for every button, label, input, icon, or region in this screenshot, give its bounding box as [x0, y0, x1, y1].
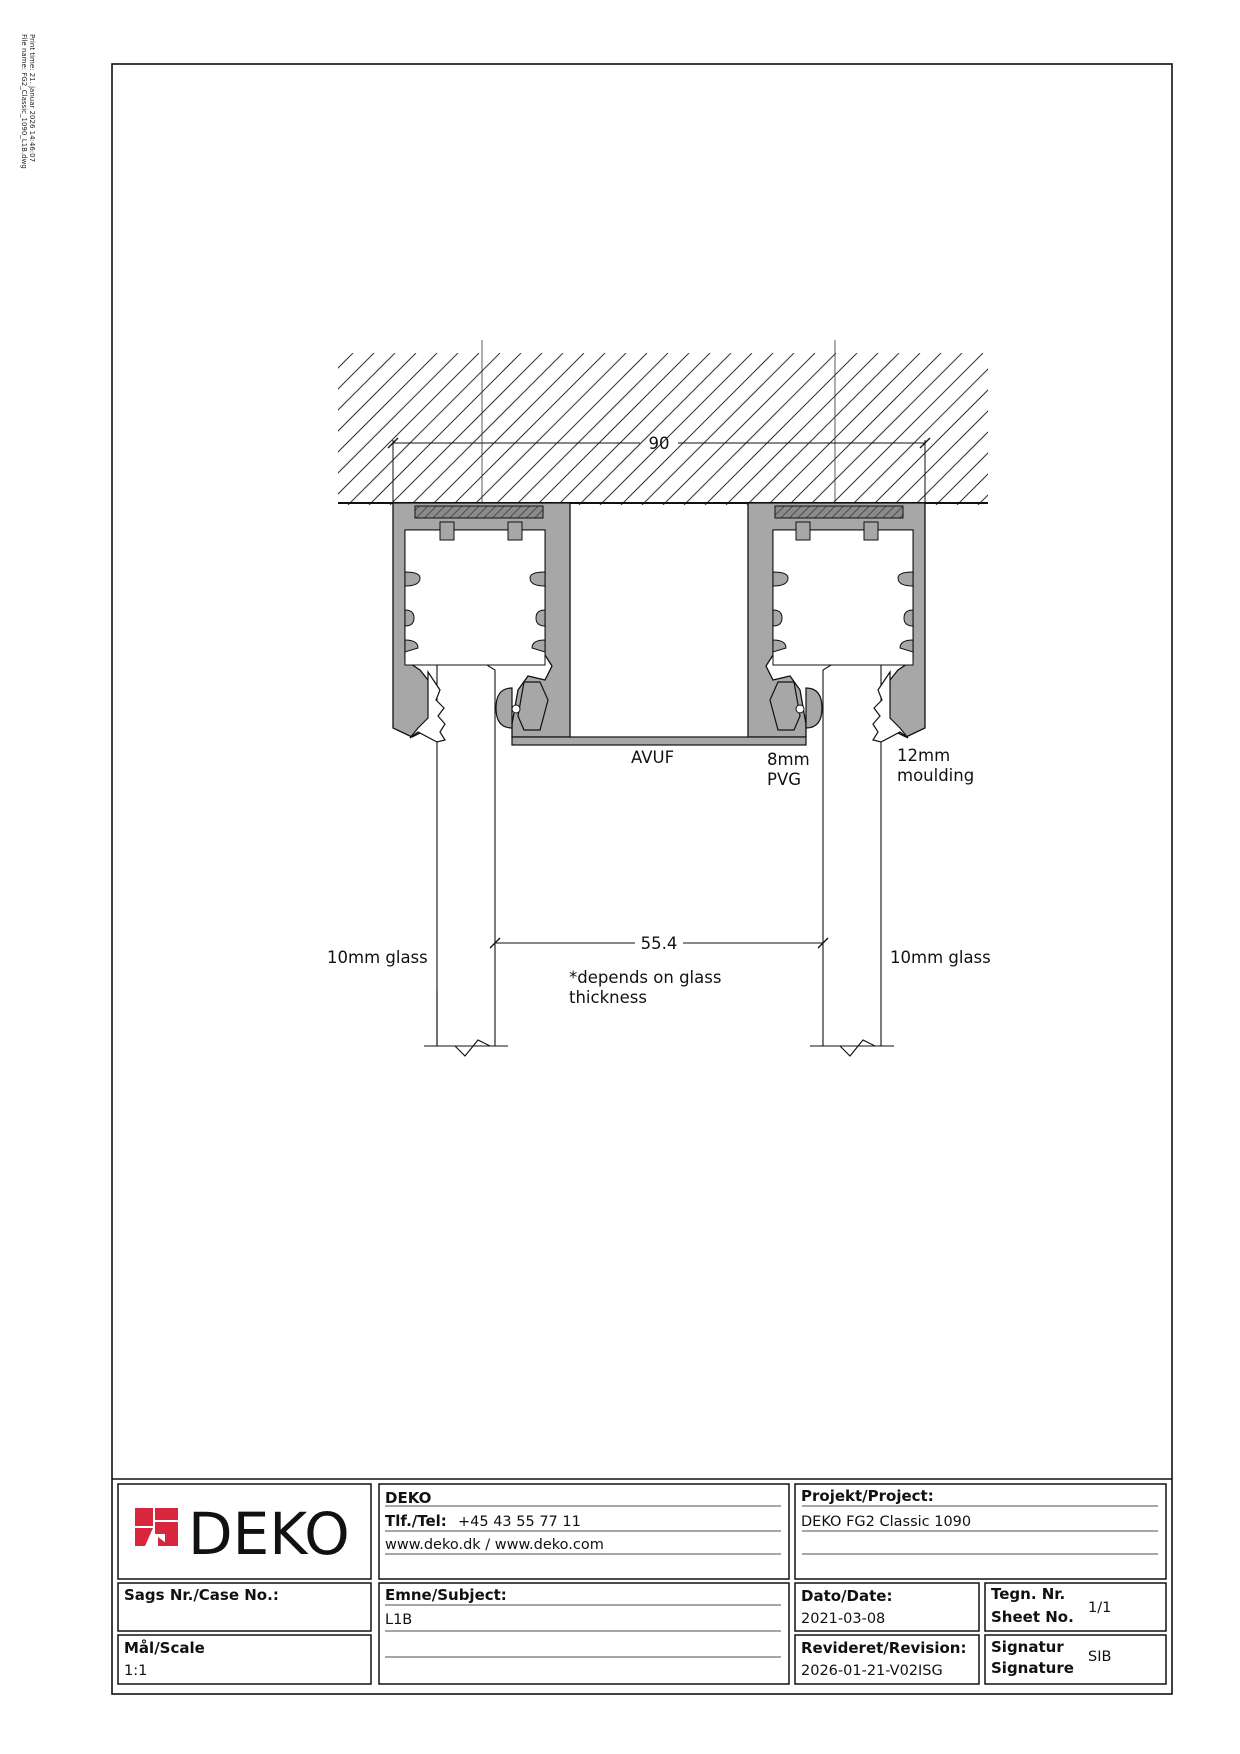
label-glass-left: 10mm glass — [327, 948, 428, 967]
label-pvg-2: PVG — [767, 770, 802, 789]
revision-value: 2026-01-21-V02ISG — [801, 1663, 943, 1679]
deko-logo — [135, 1500, 350, 1568]
scale-label: Mål/Scale — [124, 1639, 205, 1657]
label-avuf: AVUF — [631, 748, 675, 767]
drawing-frame — [112, 64, 1172, 1694]
signature-label-2: Signature — [991, 1659, 1074, 1677]
label-moulding-1: 12mm — [897, 746, 951, 765]
project-label: Projekt/Project: — [801, 1487, 934, 1505]
date-value: 2021-03-08 — [801, 1611, 886, 1627]
avuf-profile — [512, 737, 806, 745]
note-line-2: thickness — [569, 988, 647, 1007]
file-name: File name: FG2_Classic_1090_L1B.dwg — [20, 34, 28, 169]
sheet-value: 1/1 — [1088, 1600, 1112, 1616]
dimension-top — [388, 434, 930, 503]
scale-value: 1:1 — [124, 1663, 148, 1679]
revision-label: Revideret/Revision: — [801, 1639, 967, 1657]
case-label: Sags Nr./Case No.: — [124, 1586, 279, 1604]
label-glass-right: 10mm glass — [890, 948, 991, 967]
logo-text: DEKO — [188, 1500, 350, 1568]
website: www.deko.dk / www.deko.com — [385, 1537, 604, 1553]
project-value: DEKO FG2 Classic 1090 — [801, 1514, 972, 1530]
tel-value: +45 43 55 77 11 — [458, 1514, 581, 1530]
pvg-right — [806, 688, 822, 728]
sheet-label-1: Tegn. Nr. — [991, 1585, 1066, 1603]
subject-label: Emne/Subject: — [385, 1586, 507, 1604]
dim-top-label: 90 — [648, 434, 670, 453]
note-line-1: *depends on glass — [569, 968, 722, 987]
sheet-label-2: Sheet No. — [991, 1608, 1074, 1626]
date-label: Dato/Date: — [801, 1587, 893, 1605]
signature-value: SIB — [1088, 1649, 1112, 1665]
pvg-left — [496, 688, 512, 728]
company-name: DEKO — [385, 1489, 432, 1507]
signature-label-1: Signatur — [991, 1638, 1064, 1656]
label-moulding-2: moulding — [897, 766, 975, 785]
ceiling-hatch — [180, 353, 1151, 505]
logo-mark — [135, 1508, 178, 1546]
print-time: Print time: 21. januar 2026 14:46:07 — [28, 34, 36, 163]
label-pvg-1: 8mm — [767, 750, 810, 769]
tel-label: Tlf./Tel: — [385, 1512, 447, 1530]
subject-value: L1B — [385, 1612, 413, 1628]
dim-gap-label: 55.4 — [640, 934, 678, 953]
